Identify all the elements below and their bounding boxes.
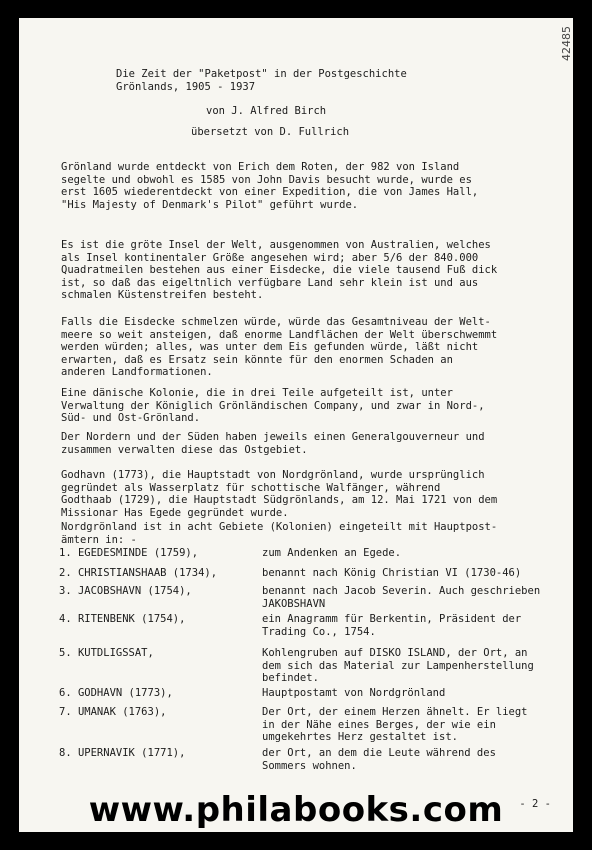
colony-description-line: Sommers wohnen. <box>262 759 357 772</box>
paragraph-line: Quadratmeilen bestehen aus einer Eisdecke, die viele tausend Fuß dick <box>61 264 498 276</box>
title-line-1: Die Zeit der "Paketpost" in der Postgeschichte <box>116 68 407 80</box>
paragraph-line: meere so weit ansteigen, daß enorme Landflächen der Welt überschwemmt <box>61 328 498 341</box>
colony-item <box>59 613 564 638</box>
paragraph <box>61 469 561 519</box>
title-line-2: Grönlands, 1905 - 1937 <box>116 80 256 93</box>
paragraph <box>61 387 561 425</box>
paragraph-line: gegründet als Wasserplatz für schottische Walfänger, während <box>61 481 441 494</box>
colony-description <box>262 585 564 610</box>
paragraph <box>61 161 561 211</box>
paragraph-line: Es ist die gröte Insel der Welt, ausgenommen von Australien, welches <box>61 239 491 251</box>
colony-description-line: Hauptpostamt von Nordgrönland <box>262 687 446 699</box>
paragraph-line: Verwaltung der Königlich Grönländischen Company, und zwar in Nord-, <box>61 399 485 412</box>
paragraph-line: "His Majesty of Denmark's Pilot" geführt wurde. <box>61 198 359 211</box>
colony-description-line: befindet. <box>262 672 319 684</box>
document-title <box>116 68 496 93</box>
paragraph-line: zusammen verwalten diese das Ostgebiet. <box>61 443 308 456</box>
colony-item <box>59 687 564 700</box>
paragraph <box>61 316 561 379</box>
colony-description <box>262 613 564 638</box>
colony-description <box>262 747 564 772</box>
colony-item <box>59 647 564 685</box>
paragraph-line: segelte und obwohl es 1585 von John Davis besucht wurde, wurde es <box>61 173 472 186</box>
page-number: - 2 - <box>519 797 551 810</box>
colony-description-line: der Ort, an dem die Leute während des <box>262 747 496 759</box>
paragraph <box>61 239 561 302</box>
colony-description-line: dem sich das Material zur Lampenherstellung <box>262 659 534 672</box>
colony-description-line: Der Ort, der einem Herzen ähnelt. Er liegt <box>262 706 528 718</box>
paragraph <box>61 431 561 456</box>
colony-description-line: benannt nach Jacob Severin. Auch geschrieben <box>262 585 541 597</box>
paragraph-line: Missionar Has Egede gegründet wurde. <box>61 506 289 519</box>
paragraph-line: erst 1605 wiederentdeckt von einer Expedition, die von James Hall, <box>61 186 479 198</box>
colony-name: 1. EGEDESMINDE (1759), <box>59 547 199 559</box>
colony-description <box>262 567 564 580</box>
paragraph-line: Eine dänische Kolonie, die in drei Teile aufgeteilt ist, unter <box>61 387 453 399</box>
watermark: www.philabooks.com <box>88 790 504 830</box>
colony-name: 6. GODHAVN (1773), <box>59 687 173 699</box>
paragraph <box>61 521 561 546</box>
paragraph-line: Nordgrönland ist in acht Gebiete (Kolonien) eingeteilt mit Hauptpost- <box>61 521 498 533</box>
paragraph-line: werden würden; alles, was unter dem Eis gefunden würde, läßt nicht <box>61 341 479 353</box>
colony-description <box>262 687 564 700</box>
colony-description <box>262 706 564 744</box>
paragraph-line: als Insel kontinentaler Größe angesehen wird; aber 5/6 der 840.000 <box>61 251 479 264</box>
handwritten-catalog-number: 42485 <box>560 26 573 61</box>
colony-description-line: JAKOBSHAVN <box>262 597 326 610</box>
colony-description-line: Trading Co., 1754. <box>262 625 376 638</box>
colony-name: 4. RITENBENK (1754), <box>59 613 186 625</box>
author-line: von J. Alfred Birch <box>206 105 327 117</box>
colony-name: 3. JACOBSHAVN (1754), <box>59 585 192 597</box>
paragraph-line: Süd- und Ost-Grönland. <box>61 412 201 424</box>
paragraph-line: Der Nordern und der Süden haben jeweils einen Generalgouverneur und <box>61 431 485 443</box>
colony-item <box>59 585 564 610</box>
colony-description <box>262 647 564 685</box>
colony-item <box>59 567 564 580</box>
colony-description-line: benannt nach König Christian VI (1730-46) <box>262 567 522 579</box>
paragraph-line: Godthaab (1729), die Hauptstadt Südgrönlands, am 12. Mai 1721 von dem <box>61 494 498 506</box>
paragraph-line: Falls die Eisdecke schmelzen würde, würde das Gesamtniveau der Welt- <box>61 316 491 328</box>
paragraph-line: erwarten, daß es Ersatz sein könnte für den enormen Schaden an <box>61 353 453 366</box>
paragraph-line: anderen Landformationen. <box>61 366 213 378</box>
colony-name: 7. UMANAK (1763), <box>59 706 167 718</box>
paragraph-line: Godhavn (1773), die Hauptstadt von Nordgrönland, wurde ursprünglich <box>61 469 485 481</box>
colony-description-line: umgekehrtes Herz gestaltet ist. <box>262 731 458 743</box>
paragraph-line: Grönland wurde entdeckt von Erich dem Roten, der 982 von Island <box>61 161 460 173</box>
translator-line: übersetzt von D. Fullrich <box>191 126 350 138</box>
paragraph-line: schmalen Küstenstreifen besteht. <box>61 289 264 301</box>
colony-name: 2. CHRISTIANSHAAB (1734), <box>59 567 218 579</box>
colony-description-line: Kohlengruben auf DISKO ISLAND, der Ort, an <box>262 647 528 659</box>
colony-item <box>59 547 564 560</box>
paragraph-line: ämtern in: - <box>61 533 137 546</box>
paragraph-line: ist, so daß das eigeltnlich verfügbare Land sehr klein ist und aus <box>61 276 479 289</box>
colony-item <box>59 747 564 772</box>
colony-item <box>59 706 564 744</box>
colony-name: 8. UPERNAVIK (1771), <box>59 747 186 759</box>
document-page <box>19 18 573 832</box>
colony-description-line: in der Nähe eines Berges, der wie ein <box>262 718 496 731</box>
colony-description-line: zum Andenken an Egede. <box>262 547 402 559</box>
colony-description-line: ein Anagramm für Berkentin, Präsident der <box>262 613 522 625</box>
colony-name: 5. KUTDLIGSSAT, <box>59 647 154 659</box>
colony-description <box>262 547 564 560</box>
